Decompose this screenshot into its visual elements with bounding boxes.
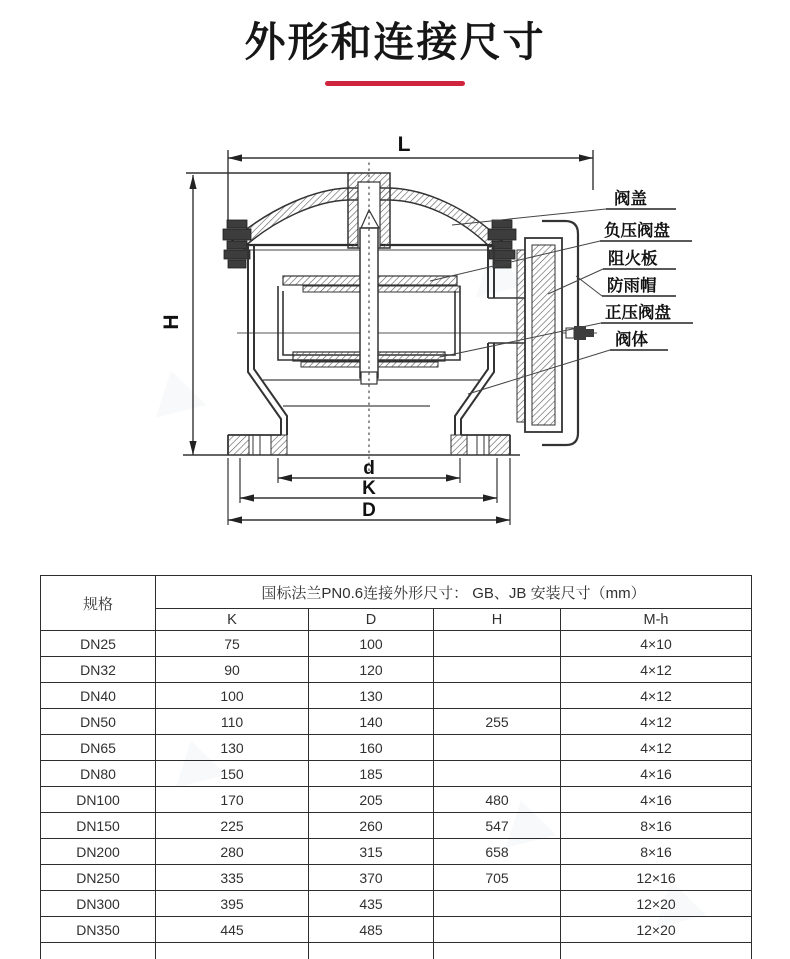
k-cell: 130 — [156, 735, 309, 761]
dimension-table-wrap — [40, 575, 751, 959]
spec-cell: DN100 — [41, 787, 156, 813]
k-cell: 280 — [156, 839, 309, 865]
k-cell: 90 — [156, 657, 309, 683]
table-row — [41, 865, 752, 891]
mh-cell: 4×12 — [561, 683, 752, 709]
spec-cell: DN65 — [41, 735, 156, 761]
cutoff-cell — [41, 943, 156, 959]
mh-cell: 8×16 — [561, 813, 752, 839]
cutoff-row — [41, 943, 752, 959]
h-cell — [434, 917, 561, 943]
k-cell: 100 — [156, 683, 309, 709]
col-header-D: D — [309, 609, 434, 631]
h-cell: 547 — [434, 813, 561, 839]
table-row — [41, 787, 752, 813]
table-body — [41, 631, 752, 959]
mh-cell: 4×12 — [561, 657, 752, 683]
spec-cell: DN40 — [41, 683, 156, 709]
mh-cell: 4×16 — [561, 761, 752, 787]
mh-cell: 8×16 — [561, 839, 752, 865]
d-cell: 205 — [309, 787, 434, 813]
part-label-vacuum-disc: 负压阀盘 — [604, 222, 670, 240]
table-row — [41, 917, 752, 943]
k-cell: 170 — [156, 787, 309, 813]
spec-cell: DN250 — [41, 865, 156, 891]
part-label-valve-body: 阀体 — [615, 331, 648, 349]
d-cell: 370 — [309, 865, 434, 891]
dim-label-d: d — [363, 458, 375, 479]
spec-cell: DN25 — [41, 631, 156, 657]
header — [0, 0, 790, 86]
table-row — [41, 891, 752, 917]
part-label-pressure-disc: 正压阀盘 — [605, 304, 671, 322]
d-cell: 485 — [309, 917, 434, 943]
spec-cell: DN32 — [41, 657, 156, 683]
table-row — [41, 683, 752, 709]
spec-cell: DN350 — [41, 917, 156, 943]
title-underline — [325, 81, 465, 86]
h-cell: 255 — [434, 709, 561, 735]
valve-drawing — [0, 128, 790, 565]
h-cell: 658 — [434, 839, 561, 865]
d-cell: 130 — [309, 683, 434, 709]
d-cell: 100 — [309, 631, 434, 657]
part-label-fire-arrester: 阻火板 — [608, 250, 658, 268]
d-cell: 120 — [309, 657, 434, 683]
group-header: 国标法兰PN0.6连接外形尺寸： GB、JB 安装尺寸（mm） — [156, 576, 752, 609]
spec-cell: DN80 — [41, 761, 156, 787]
part-label-bonnet: 阀盖 — [614, 190, 647, 208]
dim-label-L: L — [397, 133, 411, 156]
h-cell — [434, 631, 561, 657]
flange-bolt-left — [223, 220, 251, 268]
mh-cell: 4×12 — [561, 735, 752, 761]
mh-cell: 12×16 — [561, 865, 752, 891]
table-row — [41, 631, 752, 657]
h-cell — [434, 761, 561, 787]
mh-cell: 12×20 — [561, 917, 752, 943]
flange-bolt-right — [488, 220, 516, 268]
k-cell: 335 — [156, 865, 309, 891]
mh-cell: 4×10 — [561, 631, 752, 657]
col-header-H: H — [434, 609, 561, 631]
cutoff-cell — [156, 943, 309, 959]
mh-cell: 12×20 — [561, 891, 752, 917]
table-row — [41, 761, 752, 787]
col-header-Mh: M-h — [561, 609, 752, 631]
valve-cross-section-svg — [0, 128, 790, 565]
h-cell — [434, 683, 561, 709]
spec-cell: DN150 — [41, 813, 156, 839]
d-cell: 435 — [309, 891, 434, 917]
d-cell: 140 — [309, 709, 434, 735]
table-row — [41, 657, 752, 683]
h-cell: 480 — [434, 787, 561, 813]
dim-label-K: K — [362, 478, 376, 499]
cutoff-cell — [309, 943, 434, 959]
part-label-rain-cap: 防雨帽 — [607, 277, 657, 295]
d-cell: 185 — [309, 761, 434, 787]
cutoff-cell — [561, 943, 752, 959]
h-cell — [434, 657, 561, 683]
d-cell: 160 — [309, 735, 434, 761]
k-cell: 395 — [156, 891, 309, 917]
table-row — [41, 839, 752, 865]
dimension-table — [40, 575, 752, 959]
dim-label-D: D — [362, 500, 376, 521]
col-header-spec: 规格 — [41, 576, 156, 631]
col-header-K: K — [156, 609, 309, 631]
k-cell: 150 — [156, 761, 309, 787]
k-cell: 75 — [156, 631, 309, 657]
d-cell: 260 — [309, 813, 434, 839]
spec-cell: DN300 — [41, 891, 156, 917]
h-cell — [434, 891, 561, 917]
h-cell — [434, 735, 561, 761]
page-title: 外形和连接尺寸 — [244, 19, 546, 65]
hood-bolt — [566, 326, 594, 340]
mh-cell: 4×12 — [561, 709, 752, 735]
mh-cell: 4×16 — [561, 787, 752, 813]
h-cell: 705 — [434, 865, 561, 891]
d-cell: 315 — [309, 839, 434, 865]
dim-label-H: H — [160, 314, 183, 330]
k-cell: 445 — [156, 917, 309, 943]
table-row — [41, 735, 752, 761]
table-row — [41, 709, 752, 735]
cutoff-cell — [434, 943, 561, 959]
spec-cell: DN50 — [41, 709, 156, 735]
table-row — [41, 813, 752, 839]
k-cell: 110 — [156, 709, 309, 735]
k-cell: 225 — [156, 813, 309, 839]
spec-cell: DN200 — [41, 839, 156, 865]
